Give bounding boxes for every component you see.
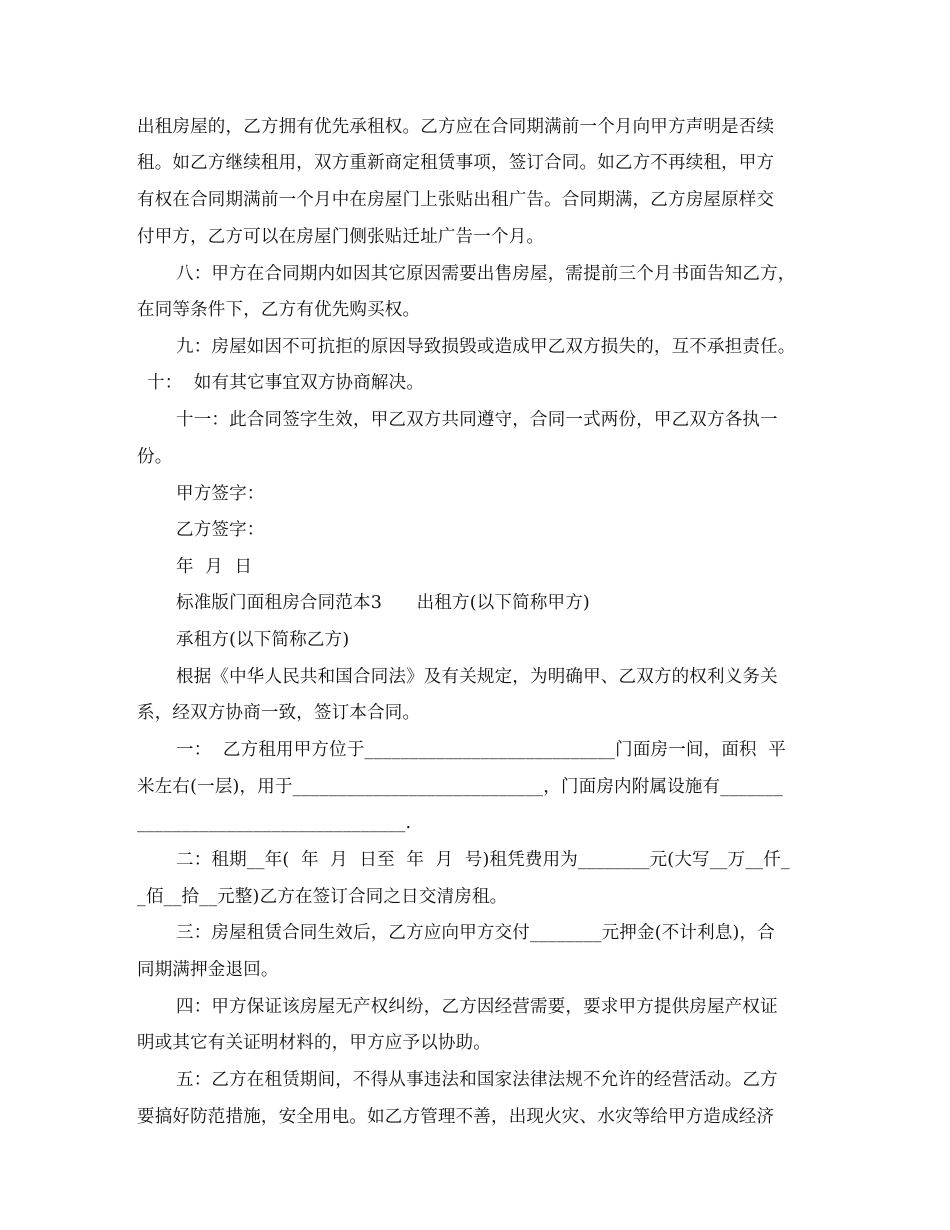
text-line: 米左右(一层)，用于____________________________，门面房内附属设施有_______ [137,777,783,797]
text-line: 四：甲方保证该房屋无产权纠纷，乙方因经营需要，要求甲方提供房屋产权证 [176,997,778,1017]
text-line: 三：房屋租赁合同生效后，乙方应向甲方交付________元押金(不计利息)，合 [176,923,775,943]
text-line: 九：房屋如因不可抗拒的原因导致损毁或造成甲乙双方损失的，互不承担责任。 [176,337,796,357]
text-line: 一： 乙方租用甲方位于____________________________门面房一间，面积 平 [176,740,786,760]
text-line: 二：租期__年( 年 月 日至 年 月 号)租凭费用为________元(大写__万__仟_ [176,850,790,870]
text-line: ______________________________. [137,813,412,833]
text-line: _佰__拾__元整)乙方在签订合同之日交清房租。 [137,887,508,907]
text-line: 租。如乙方继续租用，双方重新商定租赁事项，签订合同。如乙方不再续租，甲方 [137,153,775,173]
text-line: 承租方(以下简称乙方) [176,630,350,650]
text-line: 付甲方，乙方可以在房屋门侧张贴迁址广告一个月。 [137,227,545,247]
signature-label: 乙方签字： [176,520,265,540]
text-line: 根据《中华人民共和国合同法》及有关规定，为明确甲、乙双方的权利义务关 [176,667,778,687]
text-line: 要搞好防范措施，安全用电。如乙方管理不善，出现火灾、水灾等给甲方造成经济 [137,1107,775,1127]
text-line: 同期满押金退回。 [137,960,279,980]
text-line: 明或其它有关证明材料的，甲方应予以协助。 [137,1033,491,1053]
text-line: 十一：此合同签字生效，甲乙双方共同遵守，合同一式两份，甲乙双方各执一 [176,410,778,430]
section-title: 标准版门面租房合同范本3 出租方(以下简称甲方) [176,593,590,613]
text-line: 有权在合同期满前一个月中在房屋门上张贴出租广告。合同期满，乙方房屋原样交 [137,190,775,210]
text-line: 十： 如有其它事宜双方协商解决。 [147,373,425,393]
text-line: 系，经双方协商一致，签订本合同。 [137,703,421,723]
text-line: 出租房屋的，乙方拥有优先承租权。乙方应在合同期满前一个月向甲方声明是否续 [137,117,775,137]
text-line: 份。 [137,447,173,467]
text-line: 五：乙方在租赁期间，不得从事违法和国家法律法规不允许的经营活动。乙方 [176,1070,778,1090]
date-label: 年 月 日 [176,557,253,577]
text-line: 在同等条件下，乙方有优先购买权。 [137,300,421,320]
signature-label: 甲方签字： [176,484,265,504]
text-line: 八：甲方在合同期内如因其它原因需要出售房屋，需提前三个月书面告知乙方， [176,264,796,284]
